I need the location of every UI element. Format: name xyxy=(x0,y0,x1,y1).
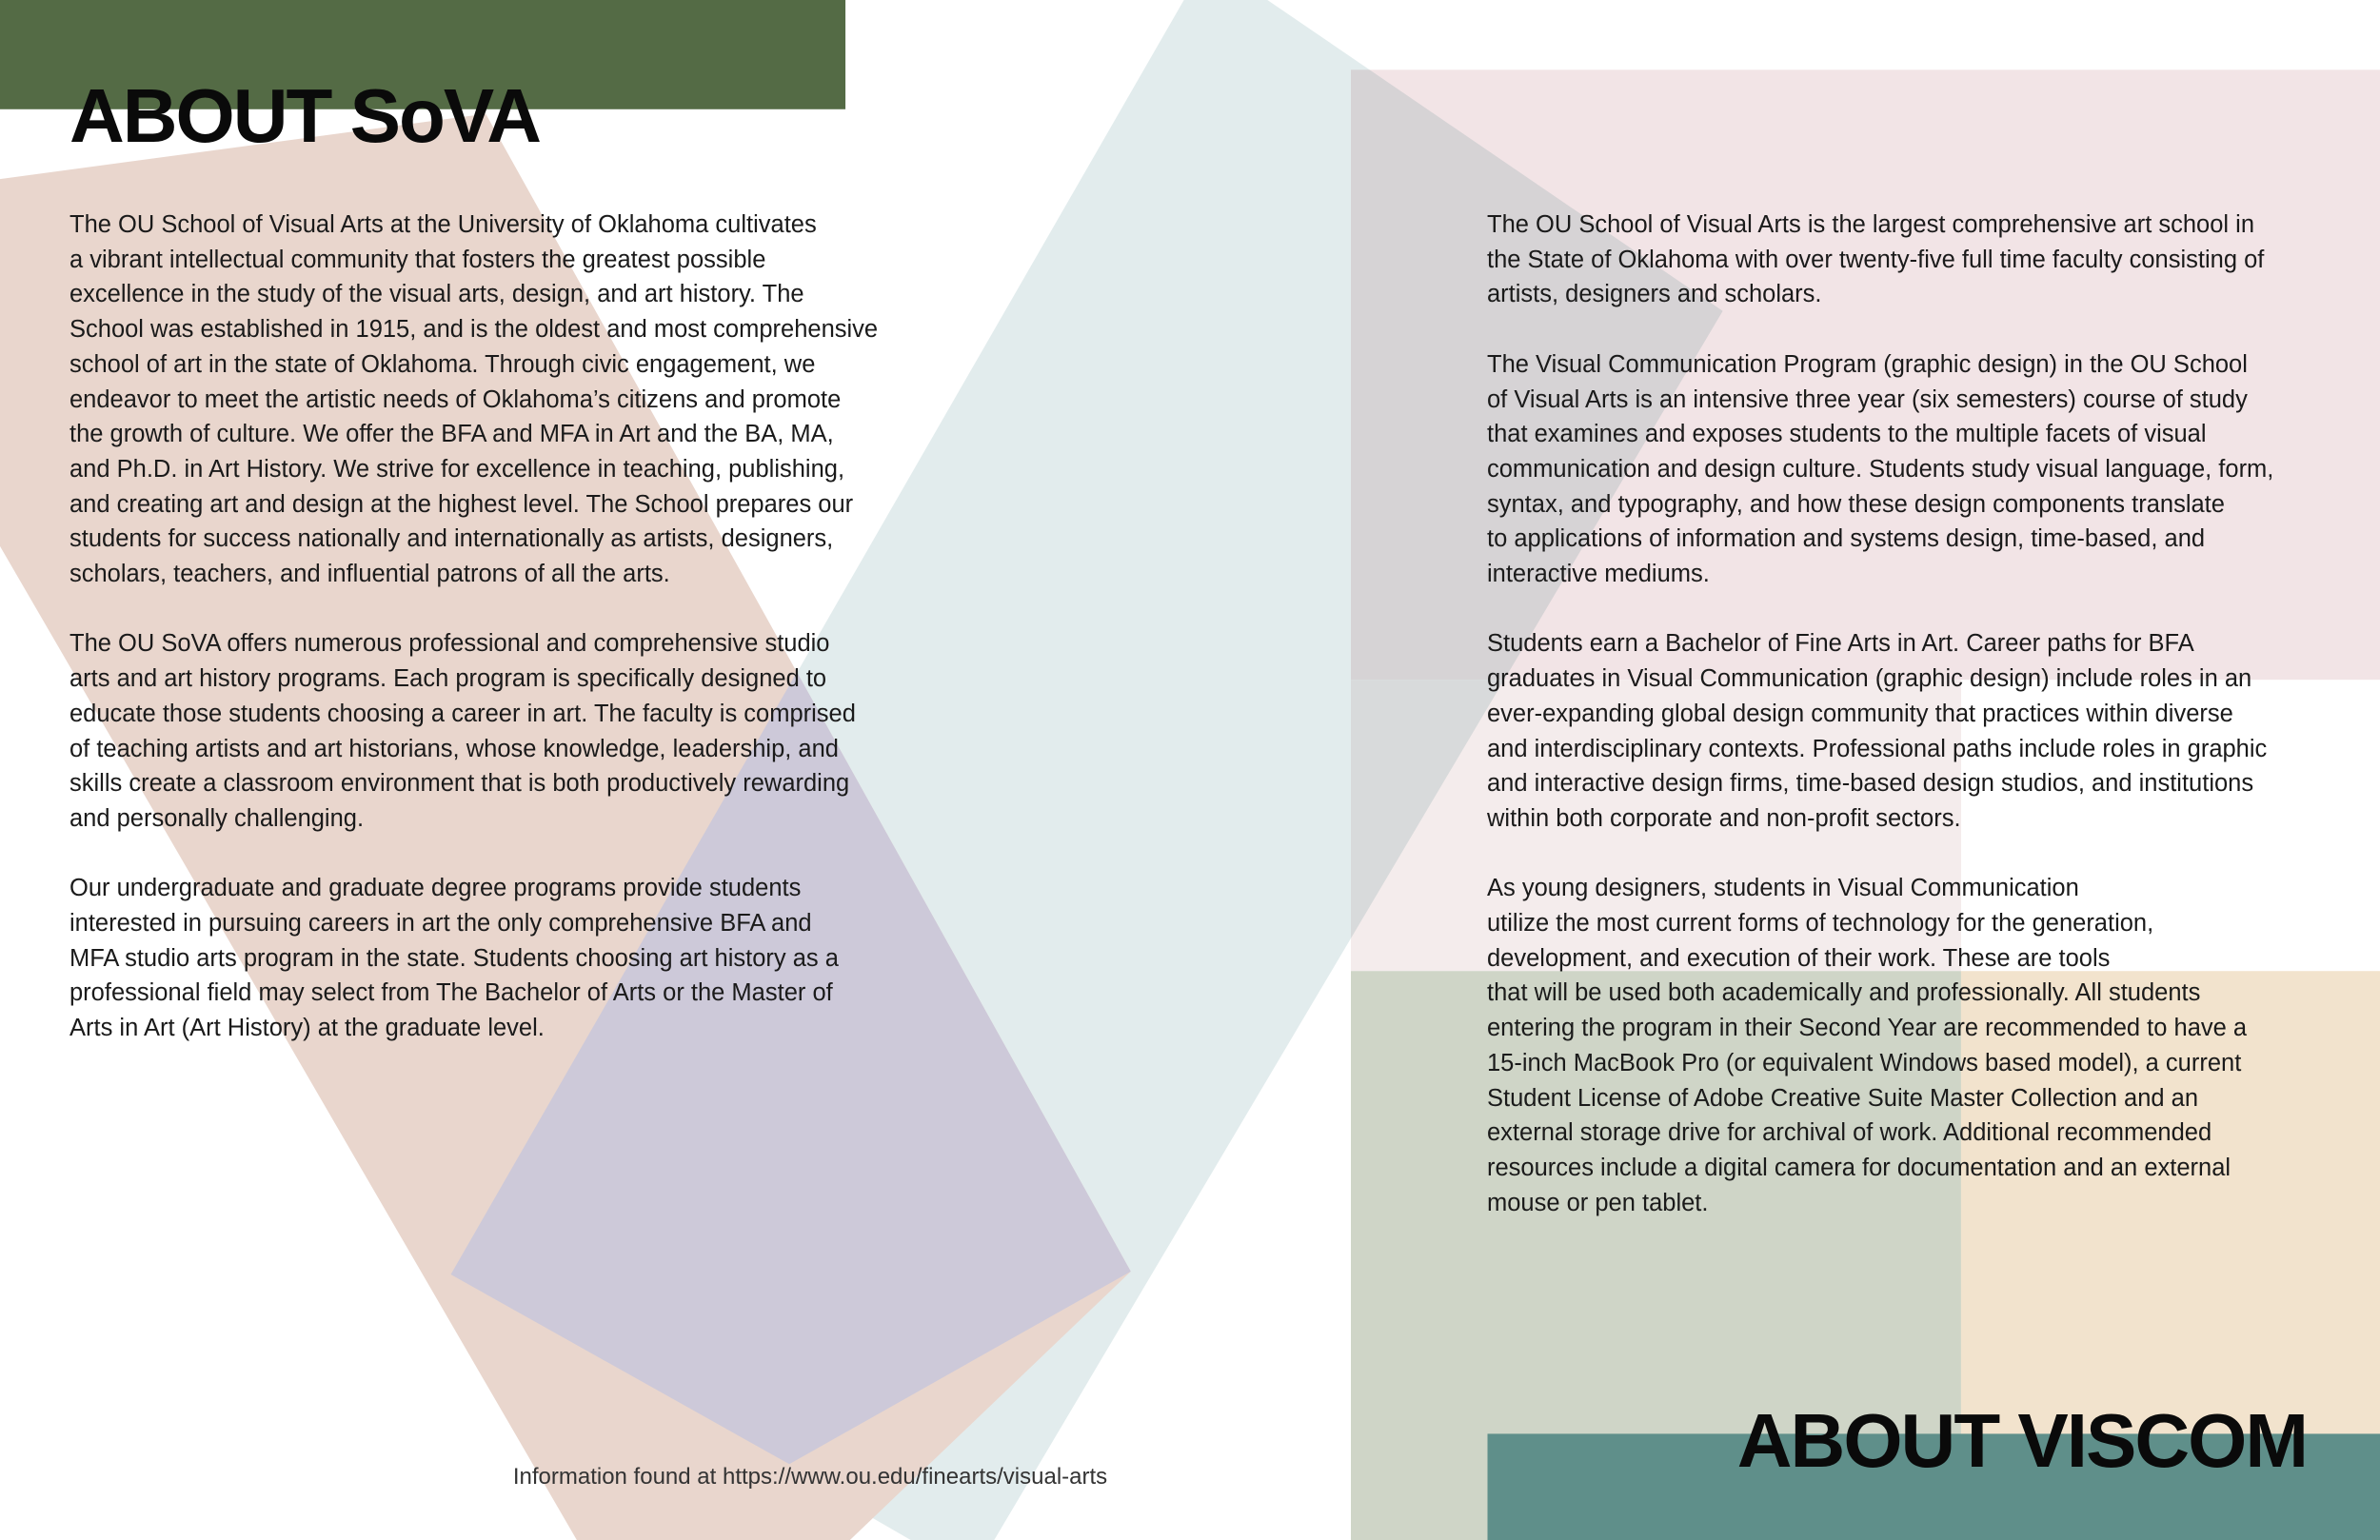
text-line: Student License of Adobe Creative Suite Master Collection and an xyxy=(1487,1084,2199,1112)
about-sova-title: ABOUT SoVA xyxy=(69,73,541,158)
text-line: utilize the most current forms of technology for the generation, xyxy=(1487,910,2154,938)
text-line: MFA studio arts program in the state. Students choosing art history as a xyxy=(69,944,839,972)
paragraph xyxy=(69,871,878,1046)
text-line: interactive mediums. xyxy=(1487,561,1710,588)
text-line: As young designers, students in Visual Communication xyxy=(1487,875,2079,902)
paragraph xyxy=(1487,207,2273,312)
text-line: resources include a digital camera for documentation and an external xyxy=(1487,1154,2231,1181)
text-line: arts and art history programs. Each program is specifically designed to xyxy=(69,665,827,693)
about-viscom-title: ABOUT VISCOM xyxy=(1736,1398,2307,1483)
text-line: The OU School of Visual Arts at the University of Oklahoma cultivates xyxy=(69,211,817,238)
text-line: artists, designers and scholars. xyxy=(1487,281,1822,308)
text-line: scholars, teachers, and influential patrons of all the arts. xyxy=(69,561,670,588)
text-line: the growth of culture. We offer the BFA and MFA in Art and the BA, MA, xyxy=(69,421,834,448)
text-line: and creating art and design at the highest level. The School prepares our xyxy=(69,490,854,518)
text-line: syntax, and typography, and how these design components translate xyxy=(1487,490,2225,518)
text-line: endeavor to meet the artistic needs of Oklahoma’s citizens and promote xyxy=(69,385,842,413)
text-line: Students earn a Bachelor of Fine Arts in Art. Career paths for BFA xyxy=(1487,630,2194,658)
text-line: Arts in Art (Art History) at the graduate level. xyxy=(69,1015,545,1042)
text-line: and interdisciplinary contexts. Professional paths include roles in graphic xyxy=(1487,735,2268,762)
text-line: of teaching artists and art historians, whose knowledge, leadership, and xyxy=(69,735,839,762)
paragraph xyxy=(69,207,878,592)
text-line: development, and execution of their work. These are tools xyxy=(1487,944,2111,972)
text-line: excellence in the study of the visual arts, design, and art history. The xyxy=(69,281,804,308)
paragraph xyxy=(69,626,878,836)
text-line: and Ph.D. in Art History. We strive for excellence in teaching, publishing, xyxy=(69,455,845,483)
text-line: mouse or pen tablet. xyxy=(1487,1189,1709,1216)
paragraph xyxy=(1487,626,2273,836)
text-line: school of art in the state of Oklahoma. Through civic engagement, we xyxy=(69,350,816,378)
text-line: that will be used both academically and professionally. All students xyxy=(1487,979,2201,1007)
text-line: students for success nationally and internationally as artists, designers, xyxy=(69,525,834,553)
source-footnote: Information found at https://www.ou.edu/finearts/visual-arts xyxy=(512,1464,1108,1490)
text-line: that examines and exposes students to the multiple facets of visual xyxy=(1487,421,2207,448)
text-line: ever-expanding global design community that practices within diverse xyxy=(1487,700,2233,727)
text-line: the State of Oklahoma with over twenty-five full time faculty consisting of xyxy=(1487,246,2265,273)
text-line: to applications of information and systems design, time-based, and xyxy=(1487,525,2206,553)
about-sova-body xyxy=(69,207,878,1081)
text-line: and personally challenging. xyxy=(69,804,365,832)
text-line: graduates in Visual Communication (graphic design) include roles in an xyxy=(1487,665,2252,693)
text-line: and interactive design firms, time-based design studios, and institutions xyxy=(1487,770,2254,798)
text-line: of Visual Arts is an intensive three year (six semesters) course of study xyxy=(1487,385,2248,413)
text-line: The Visual Communication Program (graphic design) in the OU School xyxy=(1487,350,2248,378)
about-viscom-body xyxy=(1487,207,2273,1255)
text-line: educate those students choosing a career in art. The faculty is comprised xyxy=(69,700,856,727)
text-line: The OU School of Visual Arts is the largest comprehensive art school in xyxy=(1487,211,2255,238)
paragraph xyxy=(1487,871,2273,1220)
text-line: Our undergraduate and graduate degree programs provide students xyxy=(69,875,802,902)
text-line: entering the program in their Second Year are recommended to have a xyxy=(1487,1015,2248,1042)
text-line: professional field may select from The Bachelor of Arts or the Master of xyxy=(69,979,833,1007)
text-line: interested in pursuing careers in art the only comprehensive BFA and xyxy=(69,910,812,938)
text-line: 15-inch MacBook Pro (or equivalent Windows based model), a current xyxy=(1487,1049,2242,1076)
text-line: skills create a classroom environment that is both productively rewarding xyxy=(69,770,850,798)
text-line: The OU SoVA offers numerous professional and comprehensive studio xyxy=(69,630,830,658)
text-line: within both corporate and non-profit sectors. xyxy=(1487,804,1961,832)
text-line: communication and design culture. Students study visual language, form, xyxy=(1487,455,2274,483)
text-line: a vibrant intellectual community that fosters the greatest possible xyxy=(69,246,766,273)
text-line: School was established in 1915, and is the oldest and most comprehensive xyxy=(69,316,879,344)
text-line: external storage drive for archival of work. Additional recommended xyxy=(1487,1119,2212,1147)
paragraph xyxy=(1487,347,2273,592)
